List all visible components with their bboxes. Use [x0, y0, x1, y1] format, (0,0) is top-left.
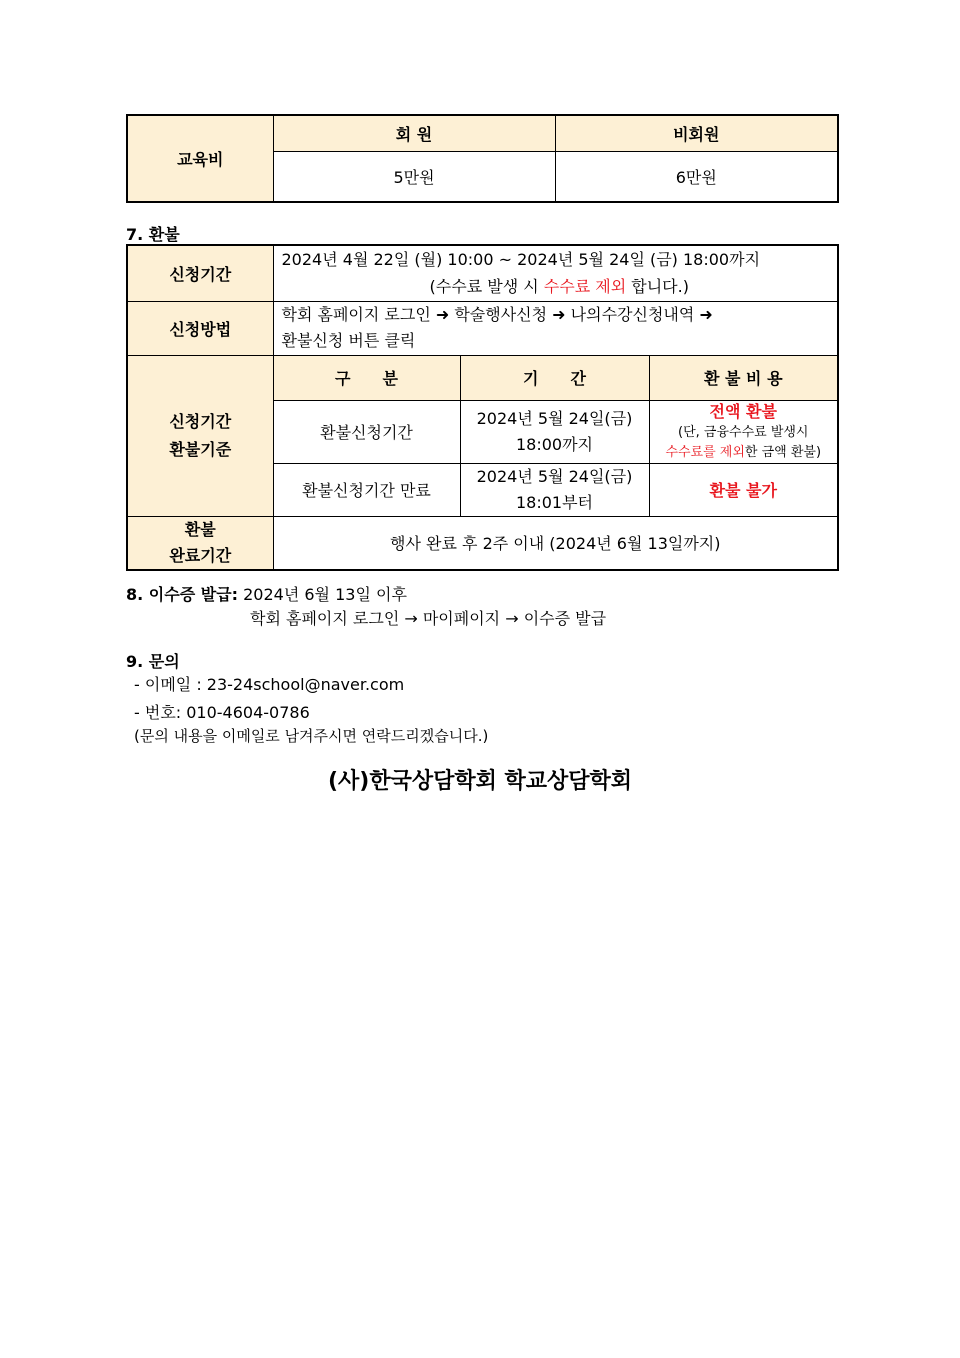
certificate-date: 2024년 6월 13일 이후	[238, 585, 407, 604]
member-fee: 5만원	[273, 151, 555, 202]
criteria-row1-category: 환불신청기간	[273, 400, 460, 463]
inquiry-title: 9. 문의	[126, 652, 180, 671]
complete-period-value: 행사 완료 후 2주 이내 (2024년 6월 13일까지)	[273, 516, 838, 570]
refund-section-title: 7. 환불	[126, 225, 180, 244]
criteria-row2-category: 환불신청기간 만료	[273, 463, 460, 516]
complete-period-label: 환불 완료기간	[127, 516, 273, 570]
inquiry-note: (문의 내용을 이메일로 남겨주시면 연락드리겠습니다.)	[134, 727, 489, 745]
certificate-section	[126, 583, 606, 631]
criteria-row1-cost: 전액 환불 (단, 금융수수료 발생시 수수료를 제외한 금액 환불)	[649, 400, 838, 463]
inquiry-phone: - 번호: 010-4604-0786	[134, 703, 310, 722]
apply-method-label: 신청방법	[127, 301, 273, 355]
fee-row-label: 교육비	[127, 115, 273, 202]
criteria-header-period: 기 간	[460, 355, 649, 400]
criteria-header-category: 구 분	[273, 355, 460, 400]
apply-period-value: 2024년 4월 22일 (월) 10:00 ~ 2024년 5월 24일 (금) 18:00까지 (수수료 발생 시 수수료 제외 합니다.)	[273, 245, 838, 301]
inquiry-email: - 이메일 : 23-24school@naver.com	[134, 675, 405, 694]
certificate-title: 8. 이수증 발급:	[126, 585, 239, 604]
criteria-row2-period: 2024년 5월 24일(금) 18:01부터	[460, 463, 649, 516]
certificate-steps: 학회 홈페이지 로그인 → 마이페이지 → 이수증 발급	[250, 609, 607, 628]
refund-table	[126, 244, 839, 571]
criteria-row1-period: 2024년 5월 24일(금) 18:00까지	[460, 400, 649, 463]
fee-table	[126, 114, 839, 203]
inquiry-section	[126, 650, 488, 747]
apply-method-value: 학회 홈페이지 로그인 ➜ 학술행사신청 ➜ 나의수강신청내역 ➜ 환불신청 버튼 클릭	[273, 301, 838, 355]
criteria-header-cost: 환 불 비 용	[649, 355, 838, 400]
criteria-row2-cost: 환불 불가	[649, 463, 838, 516]
criteria-label: 신청기간 환불기준	[127, 355, 273, 516]
apply-period-label: 신청기간	[127, 245, 273, 301]
nonmember-header: 비회원	[555, 115, 838, 151]
nonmember-fee: 6만원	[555, 151, 838, 202]
footer-org-name: (사)한국상담학회 학교상담학회	[327, 769, 633, 794]
member-header: 회 원	[273, 115, 555, 151]
